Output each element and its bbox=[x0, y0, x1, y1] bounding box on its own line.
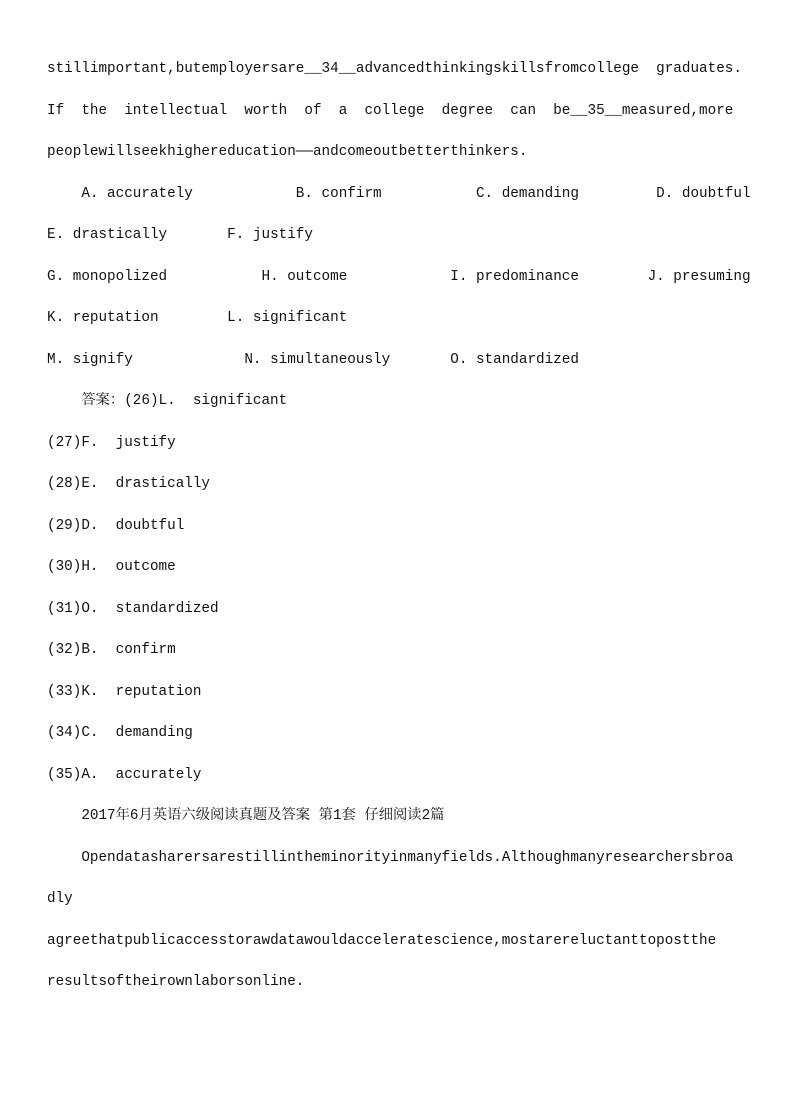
answer-item: (31)O. standardized bbox=[47, 600, 219, 617]
word-bank bbox=[47, 174, 792, 382]
answer-item: (34)C. demanding bbox=[47, 725, 193, 741]
section-heading: 2017年6月英语六级阅读真题及答案 第1套 仔细阅读2篇 bbox=[47, 808, 445, 824]
passage-line: agreethatpublicaccesstorawdatawouldacceleratescience,mostarereluctanttopostthe bbox=[47, 932, 717, 949]
answer-item: (30)H. outcome bbox=[47, 559, 176, 575]
document-body bbox=[47, 49, 792, 1004]
word-bank-row: A. accurately B. confirm C. demanding D. doubtful bbox=[47, 185, 751, 202]
word-bank-row: K. reputation L. significant bbox=[47, 310, 348, 326]
answer-item: (32)B. confirm bbox=[47, 642, 176, 658]
passage-line: If the intellectual worth of a college degree can be__35__measured,more bbox=[47, 102, 734, 119]
word-bank-row: G. monopolized H. outcome I. predominance J. presuming bbox=[47, 268, 751, 285]
answer-item: (35)A. accurately bbox=[47, 766, 202, 783]
passage-line: Opendatasharersarestillintheminorityinmanyfields.Althoughmanyresearchersbroa bbox=[47, 849, 734, 866]
answer-item: (27)F. justify bbox=[47, 434, 176, 451]
answer-item: (33)K. reputation bbox=[47, 683, 202, 700]
answer-key-heading: 答案：(26)L. significant bbox=[47, 393, 288, 409]
reading-passage bbox=[47, 838, 792, 1004]
passage-line: peoplewillseekhighereducation——andcomeoutbetterthinkers. bbox=[47, 144, 528, 160]
answer-item: (28)E. drastically bbox=[47, 476, 211, 492]
answer-key bbox=[47, 381, 792, 796]
cloze-passage bbox=[47, 49, 792, 174]
word-bank-row: M. signify N. simultaneously O. standardized bbox=[47, 351, 579, 368]
word-bank-row: E. drastically F. justify bbox=[47, 227, 313, 243]
passage-line: resultsoftheirownlaborsonline. bbox=[47, 974, 305, 990]
passage-line: dly bbox=[47, 891, 73, 907]
passage-line: stillimportant,butemployersare__34__advancedthinkingskillsfromcollege graduates. bbox=[47, 61, 742, 77]
answer-item: (29)D. doubtful bbox=[47, 517, 185, 534]
